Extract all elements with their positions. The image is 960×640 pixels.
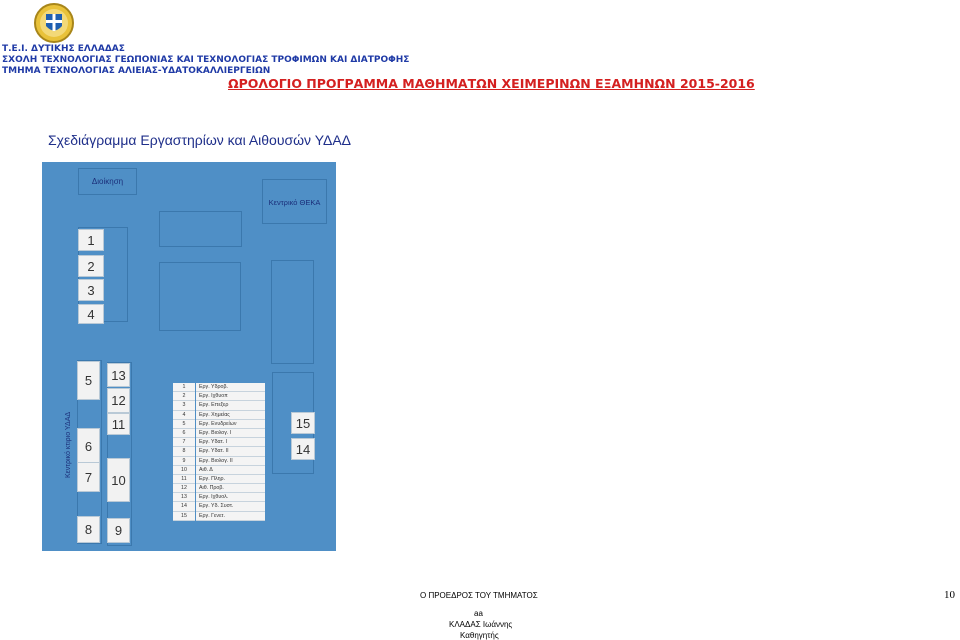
legend-row [173,457,265,466]
legend-row [173,429,265,438]
legend-number: 13 [173,493,195,502]
legend-room-name: Αιθ. Προβ. [196,484,265,493]
legend-room-name: Αιθ. Δ [196,466,265,475]
signatory-position: Καθηγητής [460,631,499,640]
legend-number: 2 [173,392,195,401]
legend-row [173,502,265,511]
legend-row [173,484,265,493]
legend-row [173,383,265,392]
legend-row [173,466,265,475]
institution-name: Τ.Ε.Ι. ΔΥΤΙΚΗΣ ΕΛΛΑΔΑΣ [2,44,125,54]
legend-room-name: Εργ. Ιχθυοπ [196,392,265,401]
legend-room-name: Εργ. Υδ. Συστ. [196,502,265,511]
legend-row [173,420,265,429]
room-3: 3 [78,279,104,301]
page-number: 10 [944,589,955,601]
room-13: 13 [107,363,130,387]
room-14: 14 [291,438,315,460]
room-12: 12 [107,388,130,413]
room-6: 6 [77,428,100,464]
legend-number: 7 [173,438,195,447]
legend-room-name: Εργ. Γενετ. [196,512,265,521]
floor-plan [42,162,336,551]
building-outline-c [271,260,314,364]
legend-room-name: Εργ. Υδατ. ΙΙ [196,447,265,456]
legend-row [173,411,265,420]
legend-row [173,392,265,401]
legend-room-name: Εργ. Βιολογ. ΙΙ [196,457,265,466]
school-name: ΣΧΟΛΗ ΤΕΧΝΟΛΟΓΙΑΣ ΓΕΩΠΟΝΙΑΣ ΚΑΙ ΤΕΧΝΟΛΟΓΙΑΣ ΤΡΟΦΙΜΩΝ ΚΑΙ ΔΙΑΤΡΟΦΗΣ [2,55,410,65]
legend-number: 5 [173,420,195,429]
administration-building [78,168,137,195]
room-4: 4 [78,304,104,324]
room-8: 8 [77,516,100,543]
legend-number: 9 [173,457,195,466]
legend-row [173,401,265,410]
central-theka-building [262,179,327,224]
room-9: 9 [107,518,130,543]
room-10: 10 [107,458,130,502]
central-building-label: Κεντρικό κτιριο ΥΔΑΔ [65,411,72,478]
legend-row [173,493,265,502]
legend-number: 3 [173,401,195,410]
legend-room-name: Εργ. Ενυδρείων [196,420,265,429]
legend-number: 4 [173,411,195,420]
legend-room-name: Εργ. Επεξερ [196,401,265,410]
building-outline-a [159,211,242,247]
legend-number: 1 [173,383,195,392]
signature: aa [474,609,483,618]
page-title: ΩΡΟΛΟΓΙΟ ΠΡΟΓΡΑΜΜΑ ΜΑΘΗΜΑΤΩΝ ΧΕΙΜΕΡΙΝΩΝ ΕΞΑΜΗΝΩΝ 2015-2016 [228,76,755,91]
legend-number: 12 [173,484,195,493]
administration-label: Διοίκηση [91,177,124,186]
room-legend [173,383,265,521]
legend-number: 8 [173,447,195,456]
legend-row [173,475,265,484]
legend-row [173,438,265,447]
room-1: 1 [78,229,104,251]
legend-row [173,447,265,456]
legend-room-name: Εργ. Χημείας [196,411,265,420]
legend-number: 14 [173,502,195,511]
legend-number: 15 [173,512,195,521]
room-15: 15 [291,412,315,434]
signatory-role: Ο ΠΡΟΕΔΡΟΣ ΤΟΥ ΤΜΗΜΑΤΟΣ [420,591,538,600]
plan-subtitle: Σχεδιάγραμμα Εργαστηρίων και Αιθουσών ΥΔΑΔ [48,132,352,148]
legend-room-name: Εργ. Πληρ. [196,475,265,484]
room-5: 5 [77,361,100,400]
room-7: 7 [77,462,100,492]
legend-number: 6 [173,429,195,438]
legend-room-name: Εργ. Υδατ. Ι [196,438,265,447]
legend-number: 10 [173,466,195,475]
building-outline-b [159,262,241,331]
signatory-name: ΚΛΑΔΑΣ Ιωάννης [449,620,513,629]
legend-room-name: Εργ. Υδροβ. [196,383,265,392]
legend-room-name: Εργ. Βιολογ. Ι [196,429,265,438]
legend-number: 11 [173,475,195,484]
department-name: ΤΜΗΜΑ ΤΕΧΝΟΛΟΓΙΑΣ ΑΛΙΕΙΑΣ-ΥΔΑΤΟΚΑΛΛΙΕΡΓΕΙΩΝ [2,66,271,76]
central-theka-label: Κεντρικό ΘΕΚΑ [268,198,321,207]
legend-room-name: Εργ. Ιχθυολ. [196,493,265,502]
room-2: 2 [78,255,104,277]
greek-coat-of-arms-icon [33,2,75,44]
room-11: 11 [107,413,130,435]
legend-row [173,512,265,521]
